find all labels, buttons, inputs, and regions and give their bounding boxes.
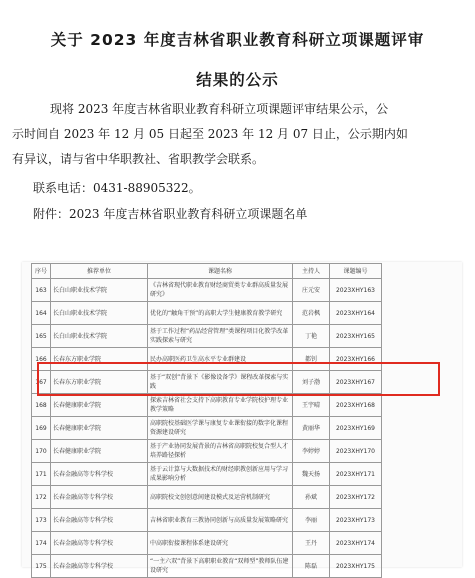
table-header-row: [32, 264, 382, 279]
row-leader: 都钊: [293, 348, 330, 371]
header-project-name: 课题名称: [148, 264, 293, 279]
row-leader: 李婷婷: [293, 440, 330, 463]
row-unit: 长春健康职业学院: [51, 417, 148, 440]
row-leader: 庄元安: [293, 279, 330, 302]
row-unit: 长春金融高等专科学校: [51, 463, 148, 486]
row-unit: 长春健康职业学院: [51, 394, 148, 417]
row-leader: 刘子渤: [293, 371, 330, 394]
notice-title-line2: 结果的公示: [196, 71, 279, 89]
row-project-name: “一主六双”背景下高职职业教育“双师型”教师队伍建设研究: [148, 555, 293, 578]
table-row: [32, 302, 382, 325]
row-leader: 陈磊: [293, 555, 330, 578]
row-unit: 长春东方职业学院: [51, 348, 148, 371]
row-index: 167: [32, 371, 51, 394]
row-project-code: 2023XHY174: [330, 532, 382, 555]
table-row: [32, 440, 382, 463]
row-index: 164: [32, 302, 51, 325]
row-unit: 长春金融高等专科学校: [51, 509, 148, 532]
table-row: [32, 509, 382, 532]
header-project-code: 课题编号: [330, 264, 382, 279]
table-row: [32, 486, 382, 509]
row-index: 163: [32, 279, 51, 302]
row-index: 166: [32, 348, 51, 371]
row-index: 172: [32, 486, 51, 509]
row-project-code: 2023XHY167: [330, 371, 382, 394]
row-project-name: 高职院校文创创意间建设模式及运营机制研究: [148, 486, 293, 509]
row-project-name: 高职院校基础医学课与康复专业课衔接的数字化课程资源建设研究: [148, 417, 293, 440]
row-unit: 长白山职业技术学院: [51, 279, 148, 302]
table-row: [32, 394, 382, 417]
row-index: 169: [32, 417, 51, 440]
notice-paragraph-line3: 有异议，请与省中华职教社、省职教学会联系。: [12, 152, 265, 166]
row-project-name: 吉林省职业教育三教协同创新与高质量发展策略研究: [148, 509, 293, 532]
row-index: 175: [32, 555, 51, 578]
row-leader: 黄丽华: [293, 417, 330, 440]
table-row: [32, 555, 382, 578]
row-project-name: 中高职衔接课程体系建设研究: [148, 532, 293, 555]
row-leader: 范岩枫: [293, 302, 330, 325]
row-project-name: 基于工作过程“药品经营管理”类课程项目化教学改革实践探索与研究: [148, 325, 293, 348]
row-project-code: 2023XHY171: [330, 463, 382, 486]
header-unit: 推荐单位: [51, 264, 148, 279]
row-unit: 长春健康职业学院: [51, 440, 148, 463]
row-unit: 长白山职业技术学院: [51, 325, 148, 348]
row-project-name: 基于产业协同发展背景的吉林省高职院校复合型人才培养路径探析: [148, 440, 293, 463]
row-project-code: 2023XHY165: [330, 325, 382, 348]
row-project-name: 探索吉林省社会支持下高职教育专业学院校护理专业教学策略: [148, 394, 293, 417]
row-project-code: 2023XHY172: [330, 486, 382, 509]
row-index: 165: [32, 325, 51, 348]
row-project-name: 基于“双创”背景下《影像设备学》课程改革探索与实践: [148, 371, 293, 394]
row-unit: 长春金融高等专科学校: [51, 486, 148, 509]
row-index: 171: [32, 463, 51, 486]
row-index: 173: [32, 509, 51, 532]
table-row: [32, 279, 382, 302]
row-project-name: 基于云计算与大数据技术的财经职教创新应用与学习成果影响分析: [148, 463, 293, 486]
row-unit: 长春东方职业学院: [51, 371, 148, 394]
row-project-name: 优化的“触角干预”的高职大学生健康教育教学研究: [148, 302, 293, 325]
row-project-name: 民办高职医药卫生高水平专业群建设: [148, 348, 293, 371]
row-project-code: 2023XHY175: [330, 555, 382, 578]
row-unit: 长白山职业技术学院: [51, 302, 148, 325]
row-project-code: 2023XHY170: [330, 440, 382, 463]
row-project-code: 2023XHY163: [330, 279, 382, 302]
table-row: [32, 463, 382, 486]
row-leader: 王宇晴: [293, 394, 330, 417]
table-row: [32, 417, 382, 440]
row-unit: 长春金融高等专科学校: [51, 555, 148, 578]
row-index: 174: [32, 532, 51, 555]
row-project-code: 2023XHY164: [330, 302, 382, 325]
row-unit: 长春金融高等专科学校: [51, 532, 148, 555]
notice-paragraph-line2: 示时间自 2023 年 12 月 05 日起至 2023 年 12 月 07 日止，公示期内如: [12, 127, 408, 141]
notice-title-line1: 关于 2023 年度吉林省职业教育科研立项课题评审: [50, 31, 425, 49]
row-project-code: 2023XHY173: [330, 509, 382, 532]
row-leader: 王丹: [293, 532, 330, 555]
contact-phone: 联系电话：0431-88905322。: [33, 181, 201, 195]
row-leader: 李丽: [293, 509, 330, 532]
row-project-code: 2023XHY166: [330, 348, 382, 371]
row-project-code: 2023XHY169: [330, 417, 382, 440]
row-leader: 丁艳: [293, 325, 330, 348]
row-index: 168: [32, 394, 51, 417]
attachment-label: 附件：2023 年度吉林省职业教育科研立项课题名单: [33, 207, 308, 221]
table-row: [32, 325, 382, 348]
row-project-name: 《吉林省现代职业教育财经商贸类专业群高质量发展研究》: [148, 279, 293, 302]
row-leader: 魏天扬: [293, 463, 330, 486]
table-row: [32, 371, 382, 394]
header-leader: 主持人: [293, 264, 330, 279]
project-list-table: [31, 263, 382, 578]
table-row: [32, 532, 382, 555]
row-index: 170: [32, 440, 51, 463]
table-row: [32, 348, 382, 371]
header-index: 序号: [32, 264, 51, 279]
row-leader: 孙斌: [293, 486, 330, 509]
notice-paragraph-line1: 现将 2023 年度吉林省职业教育科研立项课题评审结果公示，公: [50, 102, 389, 116]
row-project-code: 2023XHY168: [330, 394, 382, 417]
